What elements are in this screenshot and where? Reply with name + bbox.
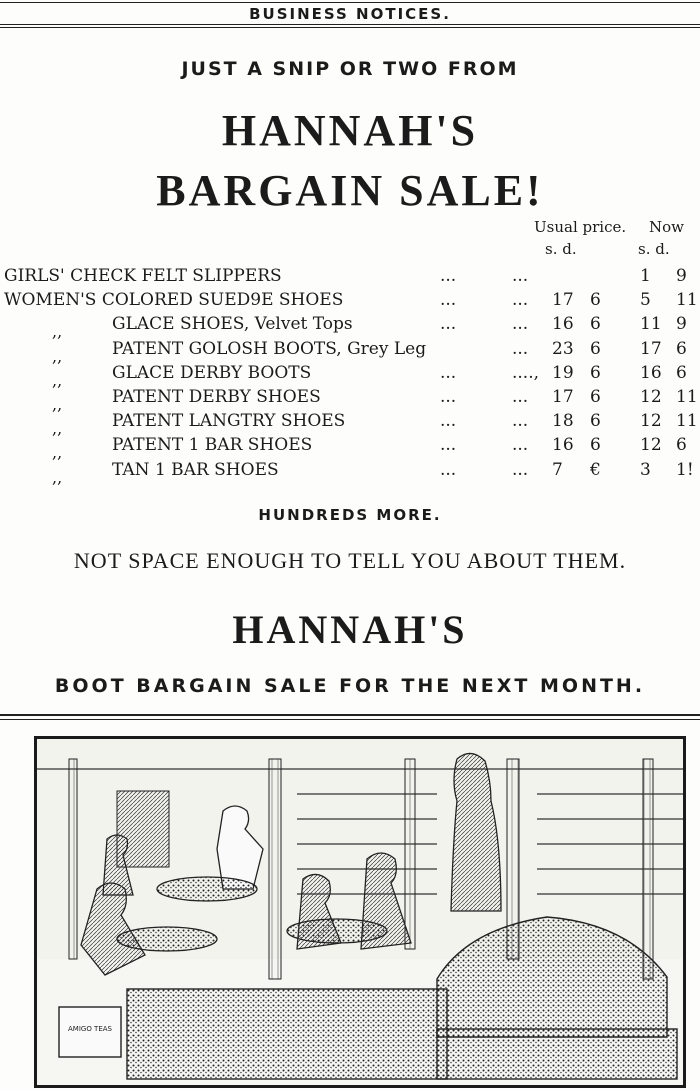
usual-shillings: 17	[552, 290, 574, 311]
price-row	[0, 314, 700, 338]
item-category: GLACE DERBY BOOTS	[112, 362, 312, 383]
now-pence: 11	[676, 411, 698, 432]
not-space-line: NOT SPACE ENOUGH TO TELL YOU ABOUT THEM.	[73, 548, 627, 573]
leaders: ...	[440, 314, 457, 335]
leaders: ...	[440, 362, 457, 383]
now-shillings: 1	[640, 266, 651, 286]
item-category: GLACE SHOES, Velvet Tops	[112, 314, 353, 335]
now-units-heading: s. d.	[638, 240, 670, 258]
header-rule-2	[0, 27, 700, 28]
now-shillings: 11	[640, 314, 662, 335]
item-category: PATENT GOLOSH BOOTS, Grey Leg	[112, 338, 427, 359]
item-category: PATENT LANGTRY SHOES	[112, 411, 346, 432]
section-rule	[0, 714, 700, 716]
ditto-mark: ,,	[52, 419, 63, 439]
leaders: ...	[512, 459, 529, 480]
leaders: ...	[440, 387, 457, 407]
price-row	[0, 290, 700, 314]
leaders: ...	[512, 387, 529, 407]
top-rule	[0, 2, 700, 3]
tea-tray-right	[437, 1029, 677, 1079]
hundreds-more: HUNDREDS MORE.	[258, 506, 442, 524]
now-pence: 11	[676, 290, 698, 311]
usual-price-heading: Usual price.	[534, 218, 627, 236]
post-far-right	[643, 759, 653, 979]
usual-pence: 6	[590, 435, 601, 456]
tea-sorting-illustration	[34, 736, 686, 1088]
leaders: ...	[440, 435, 457, 456]
leaders: ...	[512, 338, 529, 359]
now-shillings: 12	[640, 387, 662, 407]
usual-shillings: 17	[552, 387, 574, 407]
leaders: ...	[512, 266, 529, 286]
ad-title: HANNAH'S	[221, 106, 479, 155]
usual-pence: 6	[590, 362, 601, 383]
now-shillings: 12	[640, 435, 662, 456]
usual-pence: 6	[590, 290, 601, 311]
section-header: BUSINESS NOTICES.	[249, 5, 451, 23]
post-left	[69, 759, 77, 959]
price-row	[0, 460, 700, 484]
price-row	[0, 266, 700, 290]
leaders: ...	[440, 411, 457, 432]
ditto-mark: ,,	[52, 322, 63, 342]
price-row	[0, 363, 700, 387]
item-category: GIRLS' CHECK FELT SLIPPERS	[4, 266, 282, 286]
price-row	[0, 435, 700, 459]
now-shillings: 16	[640, 362, 662, 383]
now-shillings: 17	[640, 338, 662, 359]
ditto-mark: ,,	[52, 443, 63, 463]
item-category: PATENT 1 BAR SHOES	[112, 435, 313, 456]
ad-title-2: HANNAH'S	[232, 607, 468, 652]
ditto-mark: ,,	[52, 370, 63, 390]
ditto-mark: ,,	[52, 467, 63, 487]
now-price-heading: Now	[649, 218, 684, 236]
now-shillings: 5	[640, 290, 651, 311]
usual-shillings: 16	[552, 314, 574, 335]
usual-shillings: 16	[552, 435, 574, 456]
usual-units-heading: s. d.	[545, 240, 577, 258]
usual-pence: 6	[590, 314, 601, 335]
usual-pence: 6	[590, 387, 601, 407]
leaders: ...	[440, 459, 457, 480]
usual-shillings: 7	[552, 459, 563, 480]
now-pence: 1!	[676, 459, 694, 480]
leaders: ...	[512, 290, 529, 311]
section-rule-2	[0, 719, 700, 720]
now-shillings: 12	[640, 411, 662, 432]
price-row	[0, 339, 700, 363]
leaders: ...	[512, 411, 529, 432]
price-row	[0, 411, 700, 435]
boot-bargain-line: BOOT BARGAIN SALE FOR THE NEXT MONTH.	[54, 675, 646, 697]
usual-pence: €	[590, 459, 601, 480]
now-pence: 6	[676, 362, 687, 383]
now-pence: 9	[676, 314, 687, 335]
header-rule	[0, 24, 700, 25]
item-category: TAN 1 BAR SHOES	[112, 459, 279, 480]
usual-pence: 6	[590, 338, 601, 359]
leaders: ...	[440, 290, 457, 311]
crate-stamp: AMIGO TEAS	[68, 1025, 112, 1033]
leaders: ...	[440, 266, 457, 286]
tea-sorting-engraving	[37, 739, 683, 1085]
now-shillings: 3	[640, 459, 651, 480]
price-row	[0, 387, 700, 411]
tea-trays	[127, 989, 447, 1079]
ditto-mark: ,,	[52, 395, 63, 414]
post-mid	[269, 759, 281, 979]
now-pence: 6	[676, 435, 687, 456]
now-pence: 6	[676, 338, 687, 359]
now-pence: 9	[676, 266, 687, 286]
usual-shillings: 18	[552, 411, 574, 432]
leaders: ...	[512, 435, 529, 456]
item-category: WOMEN'S COLORED SUED9E SHOES	[4, 290, 344, 311]
leaders: ....,	[512, 362, 540, 383]
post-mid-2	[405, 759, 415, 949]
usual-shillings: 23	[552, 338, 574, 359]
sale-title: BARGAIN SALE!	[156, 166, 544, 215]
wall-rack	[117, 791, 169, 867]
snip-line: JUST A SNIP OR TWO FROM	[181, 58, 519, 80]
usual-shillings: 19	[552, 362, 574, 383]
usual-pence: 6	[590, 411, 601, 432]
ditto-mark: ,,	[52, 346, 63, 366]
item-category: PATENT DERBY SHOES	[112, 387, 321, 407]
now-pence: 11	[676, 387, 698, 407]
leaders: ...	[512, 314, 529, 335]
